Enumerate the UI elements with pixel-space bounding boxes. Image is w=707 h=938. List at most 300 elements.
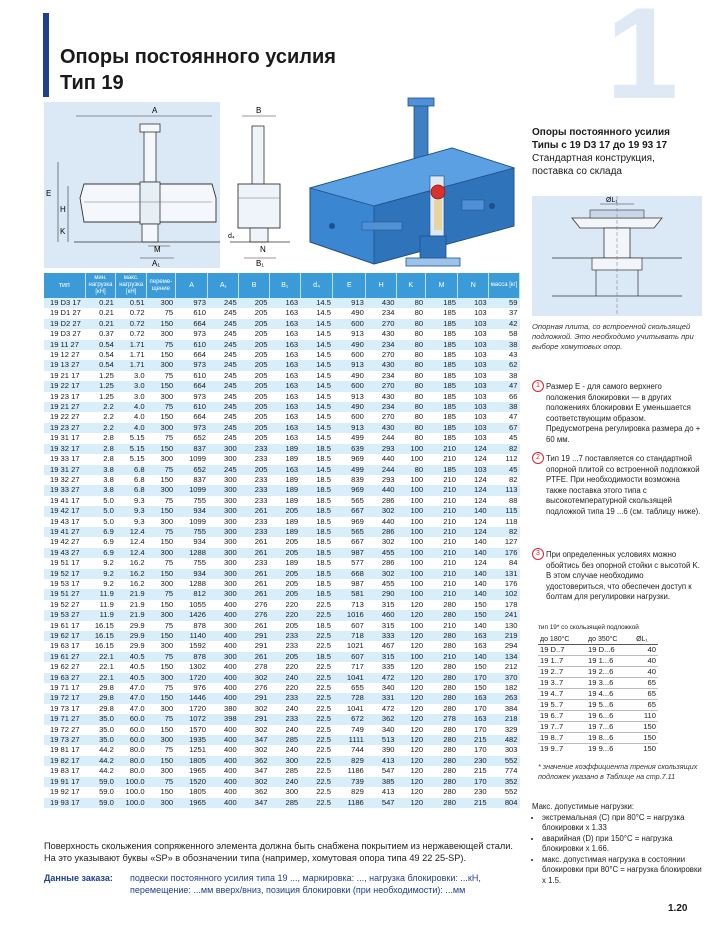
- value-cell: 176: [489, 548, 520, 558]
- value-cell: 210: [425, 454, 458, 464]
- value-cell: 400: [208, 756, 239, 766]
- value-cell: 667: [333, 537, 366, 547]
- value-cell: 400: [208, 631, 239, 641]
- value-cell: 163: [269, 360, 300, 370]
- value-cell: 14.5: [300, 371, 333, 381]
- value-cell: 934: [175, 506, 208, 516]
- value-cell: 185: [425, 433, 458, 443]
- value-cell: 300: [147, 360, 176, 370]
- table-row: [44, 610, 520, 620]
- value-cell: 150: [147, 569, 176, 579]
- value-cell: 22.5: [300, 766, 333, 776]
- value-cell: 667: [333, 506, 366, 516]
- value-cell: 755: [175, 527, 208, 537]
- value-cell: 1099: [175, 485, 208, 495]
- value-cell: 100: [397, 589, 426, 599]
- value-cell: 352: [489, 777, 520, 787]
- value-cell: 80: [397, 371, 426, 381]
- value-cell: 837: [175, 444, 208, 454]
- value-cell: 2.2: [85, 423, 116, 433]
- value-cell: 300: [147, 298, 176, 308]
- value-cell: 1965: [175, 798, 208, 808]
- value-cell: 140: [458, 537, 489, 547]
- table-row: [44, 569, 520, 579]
- value-cell: 130: [489, 621, 520, 631]
- value-cell: 280: [425, 610, 458, 620]
- value-cell: 513: [366, 735, 397, 745]
- value-cell: 163: [269, 350, 300, 360]
- type-cell: 19 91 17: [44, 777, 85, 787]
- value-cell: 400: [208, 725, 239, 735]
- value-cell: 185: [425, 412, 458, 422]
- value-cell: 370: [489, 673, 520, 683]
- value-cell: 5.0: [85, 506, 116, 516]
- value-cell: 14.5: [300, 360, 333, 370]
- title-line-2: Тип 19: [60, 72, 124, 94]
- value-cell: 103: [458, 433, 489, 443]
- value-cell: 21.9: [116, 600, 147, 610]
- value-cell: 18.5: [300, 454, 333, 464]
- value-cell: 302: [239, 725, 270, 735]
- table-row: [44, 662, 520, 672]
- value-cell: 120: [397, 756, 426, 766]
- page-number: 1.20: [668, 903, 688, 914]
- value-cell: 499: [333, 433, 366, 443]
- value-cell: 1446: [175, 693, 208, 703]
- value-cell: 294: [489, 641, 520, 651]
- value-cell: 22.5: [300, 777, 333, 787]
- value-cell: 150: [147, 381, 176, 391]
- value-cell: 215: [458, 735, 489, 745]
- value-cell: 600: [333, 319, 366, 329]
- value-cell: 185: [425, 308, 458, 318]
- value-cell: 100: [397, 569, 426, 579]
- value-cell: 300: [208, 485, 239, 495]
- value-cell: 1935: [175, 735, 208, 745]
- value-cell: 333: [366, 631, 397, 641]
- value-cell: 234: [366, 402, 397, 412]
- value-cell: 80: [397, 381, 426, 391]
- value-cell: 66: [489, 392, 520, 402]
- value-cell: 100: [397, 485, 426, 495]
- value-cell: 639: [333, 444, 366, 454]
- value-cell: 120: [397, 735, 426, 745]
- value-cell: 362: [366, 714, 397, 724]
- value-cell: 124: [458, 517, 489, 527]
- value-cell: 300: [147, 766, 176, 776]
- slide-table-row: [538, 700, 658, 711]
- value-cell: 82: [489, 475, 520, 485]
- type-cell: 19 53 27: [44, 610, 85, 620]
- value-cell: 300: [147, 798, 176, 808]
- value-cell: 205: [239, 412, 270, 422]
- value-cell: 430: [366, 360, 397, 370]
- value-cell: 22.5: [300, 735, 333, 745]
- value-cell: 300: [208, 537, 239, 547]
- value-cell: 103: [458, 308, 489, 318]
- value-cell: 170: [458, 704, 489, 714]
- value-cell: 973: [175, 360, 208, 370]
- value-cell: 413: [366, 756, 397, 766]
- value-cell: 261: [239, 589, 270, 599]
- value-cell: 300: [269, 756, 300, 766]
- max-loads-list: [532, 813, 702, 887]
- table-row: [44, 444, 520, 454]
- value-cell: 300: [147, 673, 176, 683]
- value-cell: 6.8: [116, 485, 147, 495]
- type-cell: 19 73 27: [44, 735, 85, 745]
- value-cell: 150: [147, 787, 176, 797]
- value-cell: 300: [269, 787, 300, 797]
- type-cell: 19 13 27: [44, 360, 85, 370]
- note-3: [532, 548, 702, 603]
- value-cell: 400: [208, 610, 239, 620]
- value-cell: 205: [239, 423, 270, 433]
- friction-note: * значение коэффициента трения скользящих подложек указано в Таблице на стр.7.11: [538, 762, 698, 781]
- value-cell: 244: [366, 465, 397, 475]
- value-cell: 240: [269, 777, 300, 787]
- value-cell: 1041: [333, 673, 366, 683]
- type-cell: 19 61 17: [44, 621, 85, 631]
- value-cell: 300: [147, 454, 176, 464]
- value-cell: 205: [239, 465, 270, 475]
- table-row: [44, 693, 520, 703]
- slide-table-cell: 19 9...6: [586, 744, 634, 755]
- value-cell: 261: [239, 537, 270, 547]
- value-cell: 59.0: [85, 787, 116, 797]
- value-cell: 103: [458, 371, 489, 381]
- value-cell: 934: [175, 569, 208, 579]
- value-cell: 0.21: [85, 298, 116, 308]
- type-cell: 19 32 27: [44, 475, 85, 485]
- value-cell: 400: [208, 693, 239, 703]
- table-row: [44, 360, 520, 370]
- value-cell: 230: [458, 787, 489, 797]
- value-cell: 205: [239, 360, 270, 370]
- value-cell: 244: [366, 433, 397, 443]
- value-cell: 212: [489, 662, 520, 672]
- value-cell: 163: [269, 433, 300, 443]
- value-cell: 973: [175, 329, 208, 339]
- value-cell: 45: [489, 465, 520, 475]
- value-cell: 29.8: [85, 683, 116, 693]
- value-cell: 440: [366, 517, 397, 527]
- value-cell: 245: [208, 465, 239, 475]
- value-cell: 124: [458, 558, 489, 568]
- value-cell: 0.72: [116, 319, 147, 329]
- value-cell: 47.0: [116, 704, 147, 714]
- value-cell: 2.8: [85, 454, 116, 464]
- value-cell: 22.5: [300, 641, 333, 651]
- column-header: макс. нагрузка [кН]: [116, 273, 147, 298]
- spec-table: [44, 273, 520, 808]
- value-cell: 163: [458, 631, 489, 641]
- value-cell: 170: [458, 777, 489, 787]
- type-cell: 19 41 27: [44, 527, 85, 537]
- value-cell: 300: [208, 454, 239, 464]
- value-cell: 664: [175, 381, 208, 391]
- column-header: мин. нагрузка [кН]: [85, 273, 116, 298]
- value-cell: 75: [147, 714, 176, 724]
- table-row: [44, 673, 520, 683]
- column-header: переме-щение: [147, 273, 176, 298]
- dim-label-m: M: [154, 245, 161, 254]
- type-cell: 19 22 27: [44, 412, 85, 422]
- value-cell: 16.15: [85, 631, 116, 641]
- value-cell: 300: [208, 444, 239, 454]
- value-cell: 430: [366, 298, 397, 308]
- value-cell: 100: [397, 621, 426, 631]
- value-cell: 300: [208, 506, 239, 516]
- value-cell: 302: [239, 704, 270, 714]
- value-cell: 280: [425, 766, 458, 776]
- value-cell: 14.5: [300, 465, 333, 475]
- value-cell: 1186: [333, 766, 366, 776]
- value-cell: 290: [366, 589, 397, 599]
- value-cell: 35.0: [85, 725, 116, 735]
- value-cell: 220: [269, 610, 300, 620]
- slide-table-cell: 19 7..7: [538, 722, 586, 733]
- value-cell: 80: [397, 298, 426, 308]
- value-cell: 189: [269, 485, 300, 495]
- value-cell: 150: [458, 683, 489, 693]
- table-row: [44, 340, 520, 350]
- type-cell: 19 42 17: [44, 506, 85, 516]
- value-cell: 390: [366, 745, 397, 755]
- value-cell: 22.5: [300, 673, 333, 683]
- value-cell: 302: [366, 537, 397, 547]
- value-cell: 245: [208, 350, 239, 360]
- value-cell: 300: [147, 485, 176, 495]
- value-cell: 210: [425, 506, 458, 516]
- value-cell: 878: [175, 621, 208, 631]
- value-cell: 4.0: [116, 412, 147, 422]
- value-cell: 1805: [175, 756, 208, 766]
- value-cell: 88: [489, 496, 520, 506]
- value-cell: 75: [147, 652, 176, 662]
- value-cell: 103: [458, 423, 489, 433]
- value-cell: 9.3: [116, 496, 147, 506]
- value-cell: 150: [147, 600, 176, 610]
- value-cell: 245: [208, 381, 239, 391]
- type-cell: 19 31 27: [44, 465, 85, 475]
- value-cell: 400: [208, 600, 239, 610]
- value-cell: 234: [366, 340, 397, 350]
- value-cell: 1021: [333, 641, 366, 651]
- value-cell: 987: [333, 579, 366, 589]
- value-cell: 6.9: [85, 527, 116, 537]
- value-cell: 150: [147, 506, 176, 516]
- value-cell: 1520: [175, 777, 208, 787]
- value-cell: 455: [366, 548, 397, 558]
- value-cell: 150: [458, 662, 489, 672]
- value-cell: 1072: [175, 714, 208, 724]
- value-cell: 261: [239, 621, 270, 631]
- value-cell: 270: [366, 412, 397, 422]
- value-cell: 400: [208, 787, 239, 797]
- value-cell: 668: [333, 569, 366, 579]
- table-row: [44, 412, 520, 422]
- value-cell: 2.2: [85, 412, 116, 422]
- value-cell: 245: [208, 412, 239, 422]
- type-cell: 19 92 17: [44, 787, 85, 797]
- value-cell: 4.0: [116, 423, 147, 433]
- value-cell: 913: [333, 329, 366, 339]
- type-cell: 19 12 27: [44, 350, 85, 360]
- value-cell: 140: [458, 621, 489, 631]
- value-cell: 124: [458, 496, 489, 506]
- table-row: [44, 392, 520, 402]
- value-cell: 1302: [175, 662, 208, 672]
- value-cell: 40.5: [116, 673, 147, 683]
- value-cell: 270: [366, 381, 397, 391]
- value-cell: 75: [147, 683, 176, 693]
- slide-table-row: [538, 667, 658, 678]
- value-cell: 18.5: [300, 558, 333, 568]
- value-cell: 837: [175, 475, 208, 485]
- value-cell: 140: [458, 548, 489, 558]
- value-cell: 11.9: [85, 589, 116, 599]
- value-cell: 140: [458, 652, 489, 662]
- value-cell: 80.0: [116, 756, 147, 766]
- value-cell: 12.4: [116, 548, 147, 558]
- value-cell: 233: [239, 496, 270, 506]
- series-heading-line2: Типы с 19 D3 17 до 19 93 17: [532, 140, 668, 151]
- slide-table-cell: 19 5..7: [538, 700, 586, 711]
- value-cell: 300: [147, 517, 176, 527]
- value-cell: 5.15: [116, 454, 147, 464]
- value-cell: 35.0: [85, 714, 116, 724]
- value-cell: 1.71: [116, 350, 147, 360]
- type-cell: 19 21 17: [44, 371, 85, 381]
- series-heading: [532, 126, 702, 178]
- value-cell: 5.15: [116, 444, 147, 454]
- value-cell: 205: [239, 319, 270, 329]
- value-cell: 80: [397, 319, 426, 329]
- value-cell: 263: [489, 693, 520, 703]
- value-cell: 29.8: [85, 704, 116, 714]
- value-cell: 1140: [175, 631, 208, 641]
- value-cell: 547: [366, 798, 397, 808]
- value-cell: 278: [239, 662, 270, 672]
- value-cell: 205: [239, 371, 270, 381]
- value-cell: 22.5: [300, 600, 333, 610]
- value-cell: 22.5: [300, 610, 333, 620]
- table-row: [44, 423, 520, 433]
- value-cell: 270: [366, 350, 397, 360]
- value-cell: 280: [425, 798, 458, 808]
- value-cell: 987: [333, 548, 366, 558]
- max-loads: [532, 802, 702, 886]
- value-cell: 717: [333, 662, 366, 672]
- value-cell: 210: [425, 579, 458, 589]
- column-header: B₁: [269, 273, 300, 298]
- value-cell: 18.5: [300, 506, 333, 516]
- value-cell: 973: [175, 392, 208, 402]
- value-cell: 16.2: [116, 569, 147, 579]
- slide-table-cell: 65: [634, 700, 658, 711]
- slide-table-cell: 150: [634, 722, 658, 733]
- slide-table-cell: 19 5...6: [586, 700, 634, 711]
- value-cell: 205: [239, 308, 270, 318]
- table-row: [44, 298, 520, 308]
- value-cell: 220: [269, 683, 300, 693]
- value-cell: 472: [366, 673, 397, 683]
- value-cell: 552: [489, 787, 520, 797]
- value-cell: 205: [239, 340, 270, 350]
- value-cell: 22.5: [300, 725, 333, 735]
- value-cell: 300: [208, 569, 239, 579]
- value-cell: 3.0: [116, 392, 147, 402]
- value-cell: 245: [208, 423, 239, 433]
- value-cell: 280: [425, 673, 458, 683]
- value-cell: 280: [425, 756, 458, 766]
- type-cell: 19 82 17: [44, 756, 85, 766]
- value-cell: 22.5: [300, 683, 333, 693]
- value-cell: 315: [366, 621, 397, 631]
- type-cell: 19 61 27: [44, 652, 85, 662]
- column-header: M: [425, 273, 458, 298]
- slide-table-cell: 19 D...6: [586, 645, 634, 656]
- value-cell: 460: [366, 610, 397, 620]
- value-cell: 878: [175, 652, 208, 662]
- value-cell: 80: [397, 308, 426, 318]
- value-cell: 103: [458, 465, 489, 475]
- value-cell: 490: [333, 371, 366, 381]
- value-cell: 300: [147, 392, 176, 402]
- value-cell: 218: [489, 714, 520, 724]
- value-cell: 80.0: [116, 766, 147, 776]
- value-cell: 22.5: [300, 693, 333, 703]
- value-cell: 5.0: [85, 517, 116, 527]
- value-cell: 120: [397, 704, 426, 714]
- value-cell: 16.15: [85, 621, 116, 631]
- dim-label-n: N: [260, 245, 266, 254]
- value-cell: 14.5: [300, 423, 333, 433]
- order-label: Данные заказа:: [44, 873, 113, 883]
- value-cell: 205: [239, 350, 270, 360]
- value-cell: 280: [425, 704, 458, 714]
- value-cell: 934: [175, 537, 208, 547]
- slide-table-cell: 110: [634, 711, 658, 722]
- value-cell: 1099: [175, 517, 208, 527]
- value-cell: 120: [397, 745, 426, 755]
- value-cell: 16.2: [116, 558, 147, 568]
- value-cell: 280: [425, 641, 458, 651]
- type-cell: 19 71 17: [44, 683, 85, 693]
- table-row: [44, 527, 520, 537]
- type-cell: 19 72 17: [44, 693, 85, 703]
- value-cell: 0.54: [85, 360, 116, 370]
- value-cell: 163: [269, 319, 300, 329]
- dim-label-a: A: [152, 106, 158, 115]
- value-cell: 1426: [175, 610, 208, 620]
- value-cell: 185: [425, 392, 458, 402]
- value-cell: 80: [397, 423, 426, 433]
- value-cell: 3.8: [85, 475, 116, 485]
- type-cell: 19 63 27: [44, 673, 85, 683]
- side-view-drawing: [220, 102, 298, 268]
- value-cell: 62: [489, 360, 520, 370]
- value-cell: 40.5: [116, 662, 147, 672]
- series-heading-line1: Опоры постоянного усилия: [532, 127, 670, 138]
- value-cell: 362: [239, 756, 270, 766]
- value-cell: 29.9: [116, 631, 147, 641]
- value-cell: 75: [147, 589, 176, 599]
- value-cell: 280: [425, 693, 458, 703]
- value-cell: 430: [366, 423, 397, 433]
- value-cell: 233: [239, 475, 270, 485]
